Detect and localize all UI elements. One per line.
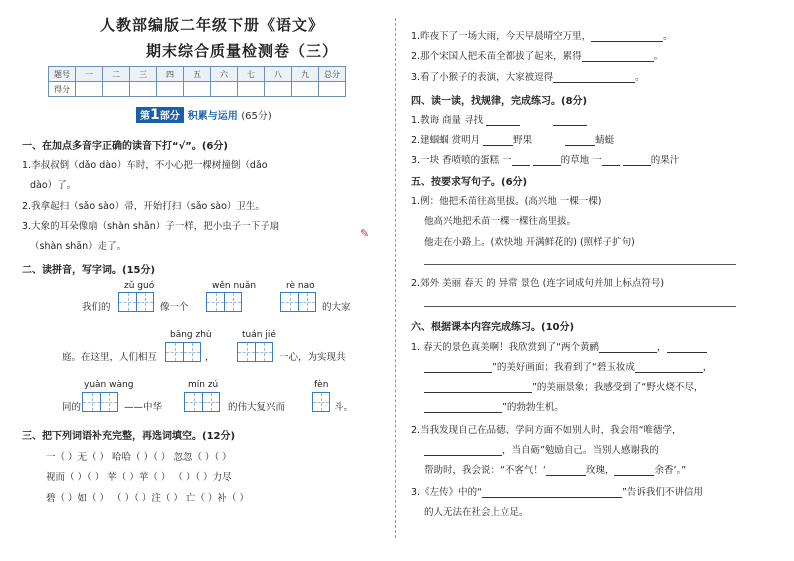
answer-blank[interactable] (599, 343, 657, 353)
part-tag (136, 107, 184, 123)
q3-fill-text: 1.昨夜下了一场大雨，今天早晨晴空万里， (411, 31, 592, 42)
score-table-row (49, 82, 346, 97)
char-box-group[interactable] (118, 292, 154, 312)
part-score: (65分) (241, 111, 272, 122)
answer-blank[interactable] (424, 446, 502, 456)
q6-line: 2.当我发现自己在品德、学问方面不如别人时，我会用“唯德学， (411, 425, 682, 436)
score-cell[interactable] (211, 82, 238, 97)
q3-fill-1 (411, 28, 673, 42)
q3-fill-text: 2.那个宋国人把禾苗全都拔了起来，累得 (411, 51, 582, 62)
score-header-cell: 三 (130, 67, 157, 82)
q1-title: 一、在加点多音字正确的读音下打“√”。(6分) (22, 141, 228, 152)
score-cell[interactable] (76, 82, 103, 97)
q6-text: 1. 春天的景色真美啊！我欣赏到了“两个黄鹂 (411, 342, 600, 353)
q3-fill-2 (411, 48, 663, 62)
pencil-icon: ✎ (360, 227, 370, 240)
q6-text: 3.《左传》中的“ (411, 487, 482, 498)
answer-blank[interactable] (424, 383, 532, 393)
q1-line: 3.大象的耳朵像扇（shàn shān）子一样，把小虫子一下子扇 (22, 221, 280, 232)
q2-text: ， (205, 352, 215, 363)
score-header-cell: 题号 (49, 67, 76, 82)
q4-line-2 (411, 132, 614, 146)
score-header-cell: 总分 (319, 67, 346, 82)
pinyin-zuguo: zǔ guó (124, 281, 155, 291)
period: 。 (635, 72, 645, 83)
q6-line: ”的美好画面；我看到了“碧玉妆成 ， (424, 359, 712, 373)
score-header-cell: 六 (211, 67, 238, 82)
q3-fill-text: 3.看了小猴子的表演，大家被逗得 (411, 72, 554, 83)
q5-prompt-2: 2.郊外 美丽 春天 的 异常 景色 (连字词成句并加上标点符号) (411, 278, 665, 289)
q2-text: 的伟大复兴而 (228, 402, 286, 413)
pinyin-wennuan: wěn nuǎn (212, 281, 257, 291)
q6-line: 的人无法在社会上立足。 (424, 507, 529, 518)
answer-blank[interactable] (582, 52, 654, 62)
pinyin-bangzhu: bāng zhù (170, 330, 212, 340)
q1-line: dào）了。 (30, 180, 77, 191)
answer-blank[interactable] (533, 156, 561, 166)
pinyin-tuanjie: tuán jié (242, 330, 276, 340)
char-box-group[interactable] (280, 292, 316, 312)
q6-line: 1. 春天的景色真美啊！我欣赏到了“两个黄鹂 ， (411, 339, 707, 353)
answer-blank[interactable] (565, 136, 595, 146)
q6-title: 六、根据课本内容完成练习。(10分) (411, 322, 575, 333)
answer-blank[interactable] (486, 116, 520, 126)
q1-line: 2.我拿起扫（sǎo sào）帚，开始打扫（sǎo sào）卫生。 (22, 201, 265, 212)
pinyin-renao: rè nao (286, 281, 315, 291)
q5-title: 五、按要求写句子。(6分) (411, 177, 528, 188)
q5-example-answer: 他高兴地把禾苗一棵一棵往高里拔。 (424, 216, 577, 227)
q2-text: 的大家 (322, 302, 351, 313)
q4-text: 3.一块 香喷喷的蛋糕 一 (411, 155, 512, 166)
q2-text: 像一个 (160, 302, 189, 313)
score-header-cell: 一 (76, 67, 103, 82)
q4-title: 四、读一读，找规律，完成练习。(8分) (411, 96, 588, 107)
q6-line (411, 484, 703, 498)
answer-blank[interactable] (623, 156, 651, 166)
answer-blank[interactable] (546, 466, 586, 476)
answer-blank[interactable] (591, 32, 663, 42)
q6-text: 帮助时，我会说：“不客气！‘ (424, 465, 546, 476)
q4-line-1 (411, 112, 587, 126)
period: 。 (663, 31, 673, 42)
score-header-cell: 七 (238, 67, 265, 82)
q6-line (424, 442, 659, 456)
char-box-group[interactable] (82, 392, 118, 412)
q4-text: 蜻蜓 (595, 135, 615, 146)
score-cell[interactable] (238, 82, 265, 97)
q1-line: 1.李叔叔倒（dǎo dào）车时，不小心把一棵树撞倒（dǎo (22, 160, 268, 171)
q6-text: ”的美好画面；我看到了“碧玉妆成 (492, 362, 635, 373)
q6-text: 玫瑰， (585, 465, 615, 476)
pinyin-fen: fèn (314, 380, 329, 390)
q2-text: 我们的 (82, 302, 111, 313)
part-number: 1 (150, 107, 160, 123)
column-divider (395, 18, 396, 538)
q6-line (424, 379, 703, 393)
char-box-group[interactable] (206, 292, 242, 312)
answer-blank[interactable] (424, 403, 502, 413)
q6-text: ”告诉我们不讲信用 (622, 487, 703, 498)
part-name: 积累与运用 (187, 111, 238, 122)
answer-blank[interactable] (482, 488, 622, 498)
q3-title: 三、把下列词语补充完整，再选词填空。(12分) (22, 431, 236, 442)
score-header-cell: 二 (103, 67, 130, 82)
answer-line[interactable] (424, 264, 736, 265)
score-cell[interactable] (157, 82, 184, 97)
q2-text: 庭。在这里，人们相互 (62, 352, 158, 363)
q2-text: 斗。 (334, 402, 354, 413)
char-box-group[interactable] (237, 342, 273, 362)
char-box-group[interactable] (165, 342, 201, 362)
part-tag-prefix: 第 (140, 111, 150, 122)
score-table-header-row (49, 67, 346, 82)
answer-line[interactable] (424, 306, 736, 307)
q3-row: 一（ ）无（ ） 哈哈（ ）（ ） 忽忽（ ）（ ） (46, 452, 232, 463)
answer-blank[interactable] (553, 73, 635, 83)
q6-line (424, 399, 564, 413)
q4-text: 的草地 一 (560, 155, 602, 166)
q4-text: 野果 (513, 135, 533, 146)
q6-line (424, 462, 686, 476)
pinyin-yuanwang: yuàn wàng (84, 380, 134, 390)
q6-text: 余香’。” (654, 465, 687, 476)
answer-blank[interactable] (553, 116, 587, 126)
q6-text: ”的美丽景象；我感受到了“野火烧不尽， (532, 382, 704, 393)
q4-line-3 (411, 152, 679, 166)
answer-blank[interactable] (667, 343, 707, 353)
answer-blank[interactable] (483, 136, 513, 146)
score-cell[interactable] (184, 82, 211, 97)
char-box-group[interactable] (184, 392, 220, 412)
exam-subtitle: 期末综合质量检测卷（三） (146, 42, 339, 60)
q3-fill-3 (411, 69, 645, 83)
score-table (48, 66, 346, 97)
score-cell[interactable] (103, 82, 130, 97)
score-cell[interactable] (319, 82, 346, 97)
answer-blank[interactable] (614, 466, 654, 476)
q4-text: 的果汁 (650, 155, 680, 166)
q2-text: ——中华 (124, 402, 163, 413)
q4-text: 1.教诲 商量 寻找 (411, 115, 484, 126)
answer-blank[interactable] (512, 156, 530, 166)
q1-line: （shàn shān）走了。 (30, 241, 127, 252)
score-header-cell: 五 (184, 67, 211, 82)
answer-blank[interactable] (602, 156, 620, 166)
exam-title: 人教部编版二年级下册《语文》 (100, 16, 325, 34)
answer-blank[interactable] (424, 363, 492, 373)
pinyin-minzu: mín zú (188, 380, 219, 390)
q2-title: 二、读拼音，写字词。(15分) (22, 265, 156, 276)
q5-prompt: 他走在小路上。(欢快地 开满鲜花的) (照样子扩句) (424, 237, 635, 248)
score-cell[interactable] (292, 82, 319, 97)
q6-text: ”的勃勃生机。 (502, 402, 564, 413)
part-heading (136, 107, 272, 123)
answer-blank[interactable] (635, 363, 703, 373)
q2-text: 同的 (62, 402, 82, 413)
q6-text: ，当自砺”勉励自己。当别人感谢我的 (502, 445, 659, 456)
period: 。 (653, 51, 664, 62)
q4-text: 2.建蝈蝈 赏明月 (411, 135, 481, 146)
q3-row: 视而（ ）（ ） 苹（ ）苹（ ） （ ）（ ）力尽 (46, 472, 232, 483)
score-header-cell: 九 (292, 67, 319, 82)
part-tag-suffix: 部分 (159, 111, 180, 122)
score-header-cell: 八 (265, 67, 292, 82)
q2-text: 一心，为实现共 (279, 352, 346, 363)
score-cell[interactable] (265, 82, 292, 97)
q3-row: 碧（ ）如（ ） （ ）（ ）注（ ） 亡（ ）补（ ） (46, 493, 249, 504)
score-row-label: 得分 (49, 82, 76, 97)
char-box-group[interactable] (312, 392, 330, 412)
q5-example: 1.例：他把禾苗往高里拔。(高兴地 一棵一棵) (411, 196, 602, 207)
score-cell[interactable] (130, 82, 157, 97)
score-header-cell: 四 (157, 67, 184, 82)
